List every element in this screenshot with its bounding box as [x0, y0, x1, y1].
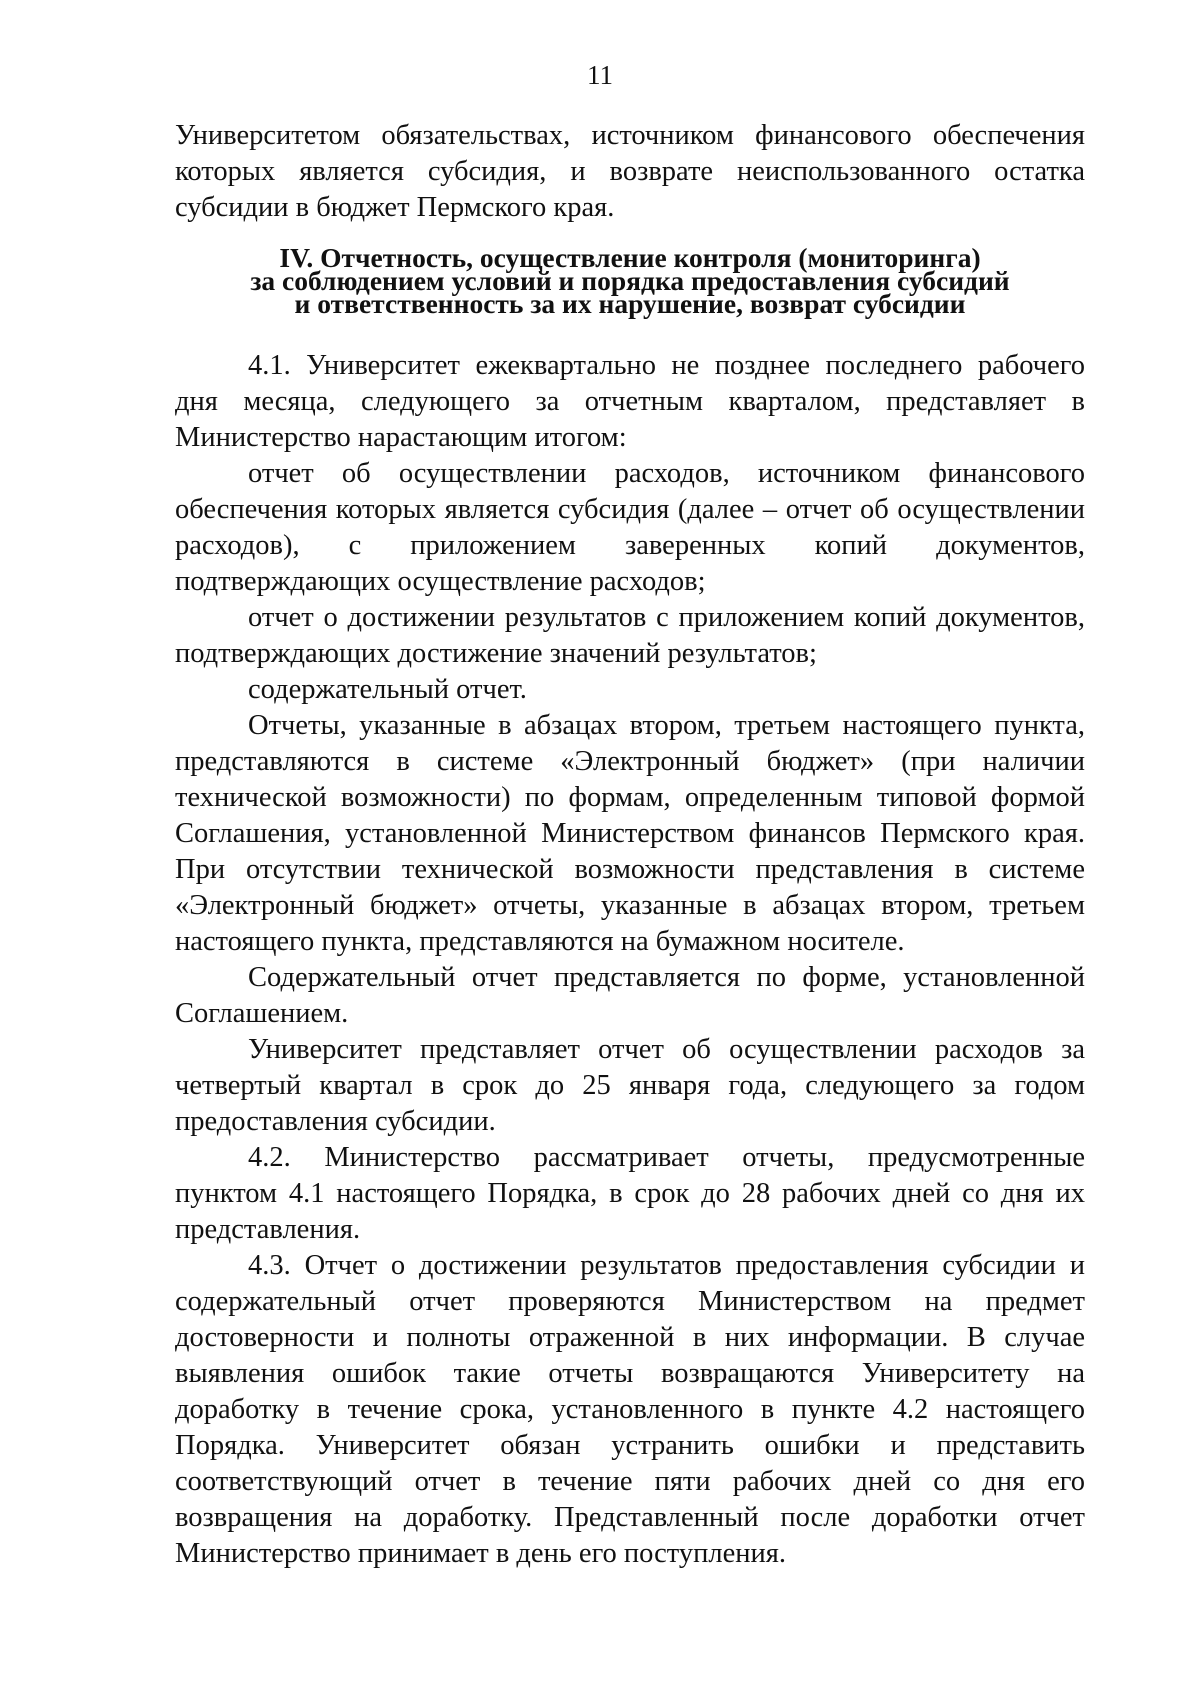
section-heading — [175, 242, 1085, 319]
intro-paragraph: Университетом обязательствах, источником финансового обеспечения которых является субсидия, и возврате неиспользованного остатка субсидии в бюджет Пермского края. — [175, 120, 1085, 223]
paragraph-4-1: 4.1. Университет ежеквартально не позднее последнего рабочего дня месяца, следующего за отчетным кварталом, представляет в Министерство нарастающим итогом: — [175, 350, 1085, 453]
paragraph-results-report: отчет о достижении результатов с приложением копий документов, подтверждающих достижение значений результатов; — [175, 602, 1085, 669]
section-heading-line-1: IV. Отчетность, осуществление контроля (мониторинга) — [279, 242, 981, 273]
paragraph-fourth-quarter: Университет представляет отчет об осуществлении расходов за четвертый квартал в срок до 25 января года, следующего за годом предоставления субсидии. — [175, 1034, 1085, 1137]
paragraph-content-report-form: Содержательный отчет представляется по форме, установленной Соглашением. — [175, 962, 1085, 1029]
page-number: 11 — [587, 60, 613, 90]
paragraph-expenses-report: отчет об осуществлении расходов, источником финансового обеспечения которых является субсидия (далее – отчет об осуществлении расходов), с приложением заверенных копий документов, подтверждающих осуществление расходов; — [175, 458, 1085, 597]
paragraph-reports-submission: Отчеты, указанные в абзацах втором, третьем настоящего пункта, представляются в системе «Электронный бюджет» (при наличии технической возможности) по формам, определенным типовой формой Соглашения, установленной Министерством финансов Пермского края. При отсутствии технической возможности представления в системе «Электронный бюджет» отчеты, указанные в абзацах втором, третьем настоящего пункта, представляются на бумажном носителе. — [175, 710, 1085, 957]
paragraph-content-report: содержательный отчет. — [248, 674, 527, 705]
paragraph-4-2: 4.2. Министерство рассматривает отчеты, предусмотренные пунктом 4.1 настоящего Порядка, в срок до 28 рабочих дней со дня их представления. — [175, 1142, 1085, 1245]
paragraph-4-3: 4.3. Отчет о достижении результатов предоставления субсидии и содержательный отчет проверяются Министерством на предмет достоверности и полноты отраженной в них информации. В случае выявления ошибок такие отчеты возвращаются Университету на доработку в течение срока, установленного в пункте 4.2 настоящего Порядка. Университет обязан устранить ошибки и представить соответствующий отчет в течение пяти рабочих дней со дня его возвращения на доработку. Представленный после доработки отчет Министерство принимает в день его поступления. — [175, 1250, 1085, 1569]
body-text — [175, 348, 1085, 1572]
intro-paragraph-block — [175, 118, 1085, 226]
section-heading-line-2: за соблюдением условий и порядка предоставления субсидий — [250, 265, 1010, 296]
section-heading-line-3: и ответственность за их нарушение, возврат субсидии — [294, 288, 966, 319]
